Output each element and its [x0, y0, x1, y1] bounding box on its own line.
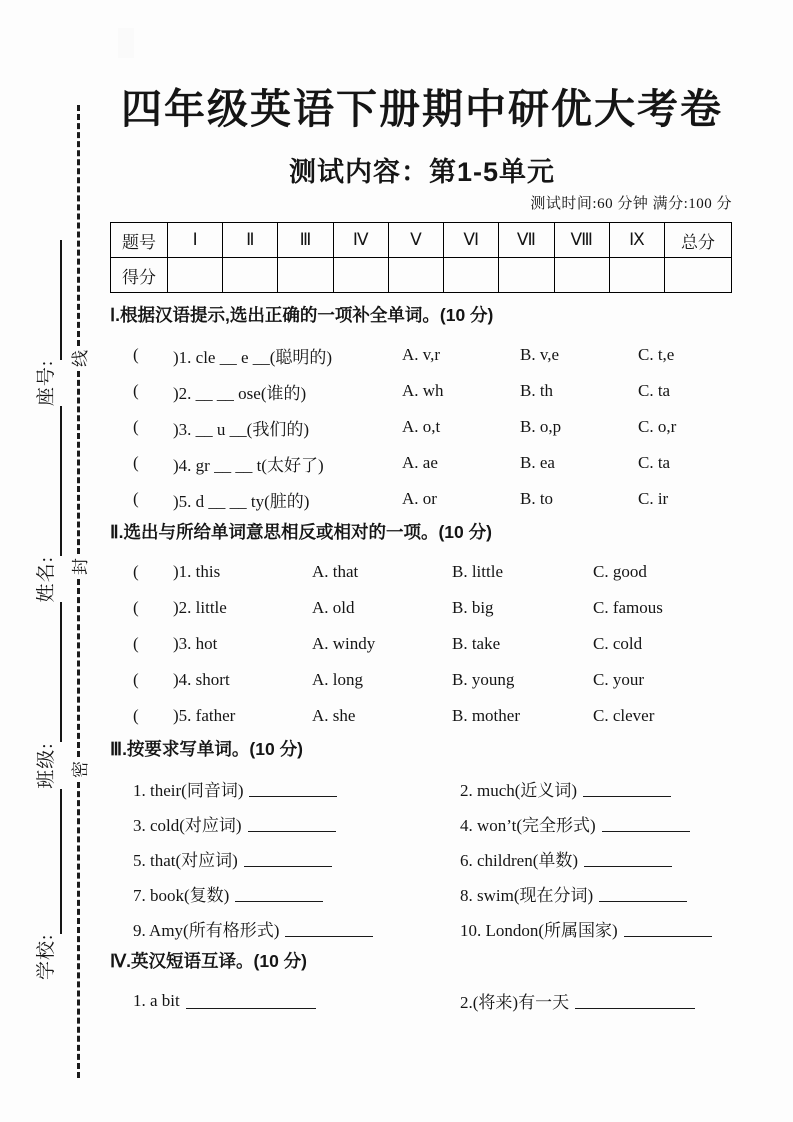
school-field-label: 学校: — [36, 933, 57, 980]
section-1 — [110, 302, 738, 517]
answer-blank-line — [244, 851, 332, 867]
question-row — [110, 409, 738, 445]
fill-item-label: 5. that(对应词) — [133, 851, 238, 870]
fill-item-label: 1. their(同音词) — [133, 781, 244, 800]
score-cell — [554, 258, 609, 293]
section-1-heading: Ⅰ.根据汉语提示,选出正确的一项补全单词。(10 分) — [110, 305, 494, 325]
fill-item-label: 2. much(近义词) — [460, 781, 578, 800]
section-4 — [110, 948, 738, 1018]
question-row — [110, 626, 738, 662]
question-stem: )3. hot — [173, 634, 218, 653]
fill-item — [133, 771, 460, 806]
option-a: A. wh — [402, 381, 444, 400]
option-b: B. young — [452, 670, 515, 689]
score-cell — [388, 258, 443, 293]
seal-dash — [77, 782, 80, 1078]
translation-item-label: 1. a bit — [133, 990, 180, 1010]
option-c: C. famous — [593, 598, 663, 617]
question-stem: )5. d __ __ ty(脏的) — [173, 491, 310, 511]
option-c: C. ta — [638, 453, 671, 472]
score-cell — [499, 258, 554, 293]
option-b: B. ea — [520, 453, 555, 472]
translation-item-label: 2.(将来)有一天 — [460, 993, 570, 1012]
question-stem: )5. father — [173, 706, 236, 725]
answer-paren: ( — [133, 706, 139, 725]
answer-blank-line — [248, 816, 336, 832]
option-c: C. your — [593, 670, 644, 689]
score-table-col: Ⅰ — [168, 223, 223, 258]
option-a: A. v,r — [402, 345, 441, 364]
answer-paren: ( — [133, 598, 139, 617]
fill-item — [460, 771, 738, 806]
option-b: B. mother — [452, 706, 520, 725]
option-a: A. old — [312, 598, 355, 617]
question-stem: )2. __ __ ose(谁的) — [173, 383, 307, 403]
answer-blank-line — [599, 886, 687, 902]
fill-item — [133, 841, 460, 876]
score-table-col: Ⅶ — [499, 223, 554, 258]
answer-blank-line — [584, 851, 672, 867]
answer-blank-line — [575, 993, 695, 1009]
question-row — [110, 698, 738, 734]
option-a: A. she — [312, 706, 356, 725]
option-a: A. long — [312, 670, 363, 689]
section-2-heading: Ⅱ.选出与所给单词意思相反或相对的一项。(10 分) — [110, 522, 492, 542]
answer-blank-line — [285, 921, 373, 937]
score-table-question-number-label: 题号 — [111, 223, 168, 258]
question-stem: )4. gr __ __ t(太好了) — [173, 455, 324, 475]
question-row — [110, 481, 738, 517]
name-blank-line — [34, 406, 62, 556]
answer-paren: ( — [133, 417, 139, 436]
option-a: A. ae — [402, 453, 438, 472]
answer-paren: ( — [133, 562, 139, 581]
answer-paren: ( — [133, 345, 139, 364]
option-b: B. take — [452, 634, 501, 653]
fill-item-label: 7. book(复数) — [133, 886, 230, 905]
exam-body — [110, 302, 738, 1018]
answer-blank-line — [602, 816, 690, 832]
option-a: A. windy — [312, 634, 376, 653]
score-table-col: Ⅱ — [223, 223, 278, 258]
question-row — [110, 590, 738, 626]
section-4-heading: Ⅳ.英汉短语互译。(10 分) — [110, 951, 307, 971]
question-row — [110, 373, 738, 409]
score-table-score-label: 得分 — [111, 258, 168, 293]
translation-grid — [110, 983, 738, 1018]
class-field-label: 班级: — [36, 742, 57, 789]
option-c: C. ir — [638, 489, 669, 508]
score-cell — [223, 258, 278, 293]
fill-item — [460, 911, 738, 946]
fill-item — [133, 806, 460, 841]
question-row — [110, 337, 738, 373]
option-b: B. little — [452, 562, 503, 581]
answer-paren: ( — [133, 670, 139, 689]
exam-time-score-info: 测试时间:60 分钟 满分:100 分 — [530, 196, 732, 212]
seal-char-xian: 线 — [70, 350, 90, 367]
page-subtitle: 测试内容：第1-5单元 — [288, 157, 556, 187]
answer-blank-line — [249, 781, 337, 797]
seal-dash — [77, 579, 80, 757]
section-2 — [110, 519, 738, 734]
seal-dash — [77, 371, 80, 554]
answer-paren: ( — [133, 489, 139, 508]
fill-item — [133, 911, 460, 946]
question-stem: )2. little — [173, 598, 227, 617]
name-field-label: 姓名: — [36, 556, 57, 603]
scan-artifact — [118, 28, 134, 58]
answer-paren: ( — [133, 381, 139, 400]
option-b: B. th — [520, 381, 554, 400]
seat-number-blank-line — [34, 240, 62, 360]
class-blank-line — [34, 602, 62, 742]
fill-item — [460, 841, 738, 876]
fill-item-label: 6. children(单数) — [460, 851, 579, 870]
section-3 — [110, 736, 738, 946]
question-stem: )1. this — [173, 562, 221, 581]
score-table-header-row — [111, 223, 732, 258]
option-b: B. o,p — [520, 417, 562, 436]
answer-blank-line — [186, 993, 316, 1009]
score-table-col: Ⅸ — [609, 223, 664, 258]
score-table-col: Ⅷ — [554, 223, 609, 258]
question-row — [110, 662, 738, 698]
answer-paren: ( — [133, 453, 139, 472]
answer-blank-line — [624, 921, 712, 937]
write-words-grid — [110, 771, 738, 946]
page-title: 四年级英语下册期中研优大考卷 — [121, 86, 723, 132]
score-table-col: Ⅵ — [444, 223, 499, 258]
section-3-heading: Ⅲ.按要求写单词。(10 分) — [110, 739, 303, 759]
option-b: B. v,e — [520, 345, 560, 364]
fill-item — [460, 806, 738, 841]
question-row — [110, 554, 738, 590]
student-info-fields — [28, 205, 62, 980]
option-c: C. good — [593, 562, 647, 581]
answer-paren: ( — [133, 634, 139, 653]
fill-item-label: 10. London(所属国家) — [460, 921, 618, 940]
fill-item-label: 3. cold(对应词) — [133, 816, 242, 835]
seat-number-field-label: 座号: — [36, 359, 57, 407]
score-cell — [444, 258, 499, 293]
score-table-col: Ⅳ — [333, 223, 388, 258]
score-table-col: Ⅴ — [388, 223, 443, 258]
seal-line — [67, 105, 89, 1078]
school-blank-line — [34, 789, 62, 934]
question-stem: )3. __ u __(我们的) — [173, 419, 309, 439]
score-table-col: Ⅲ — [278, 223, 333, 258]
option-b: B. to — [520, 489, 554, 508]
seal-dash — [77, 105, 80, 346]
score-table-score-row — [111, 258, 732, 293]
option-c: C. o,r — [638, 417, 677, 436]
option-c: C. ta — [638, 381, 671, 400]
option-a: A. o,t — [402, 417, 441, 436]
option-a: A. that — [312, 562, 359, 581]
fill-item — [460, 876, 738, 911]
question-row — [110, 445, 738, 481]
seal-char-mi: 密 — [70, 761, 90, 778]
score-cell — [168, 258, 223, 293]
option-b: B. big — [452, 598, 494, 617]
option-c: C. cold — [593, 634, 643, 653]
answer-blank-line — [235, 886, 323, 902]
question-stem: )4. short — [173, 670, 230, 689]
translation-item — [133, 983, 460, 1018]
option-c: C. t,e — [638, 345, 675, 364]
fill-item-label: 8. swim(现在分词) — [460, 886, 594, 905]
score-cell — [609, 258, 664, 293]
option-a: A. or — [402, 489, 437, 508]
option-c: C. clever — [593, 706, 655, 725]
score-table — [110, 222, 732, 293]
score-cell — [278, 258, 333, 293]
translation-item — [460, 983, 738, 1018]
fill-item — [133, 876, 460, 911]
answer-blank-line — [583, 781, 671, 797]
fill-item-label: 4. won’t(完全形式) — [460, 816, 596, 835]
fill-item-label: 9. Amy(所有格形式) — [133, 921, 280, 940]
score-table-total-label: 总分 — [665, 223, 732, 258]
seal-char-feng: 封 — [70, 558, 90, 575]
question-stem: )1. cle __ e __(聪明的) — [173, 347, 333, 367]
score-cell — [333, 258, 388, 293]
score-cell — [665, 258, 732, 293]
